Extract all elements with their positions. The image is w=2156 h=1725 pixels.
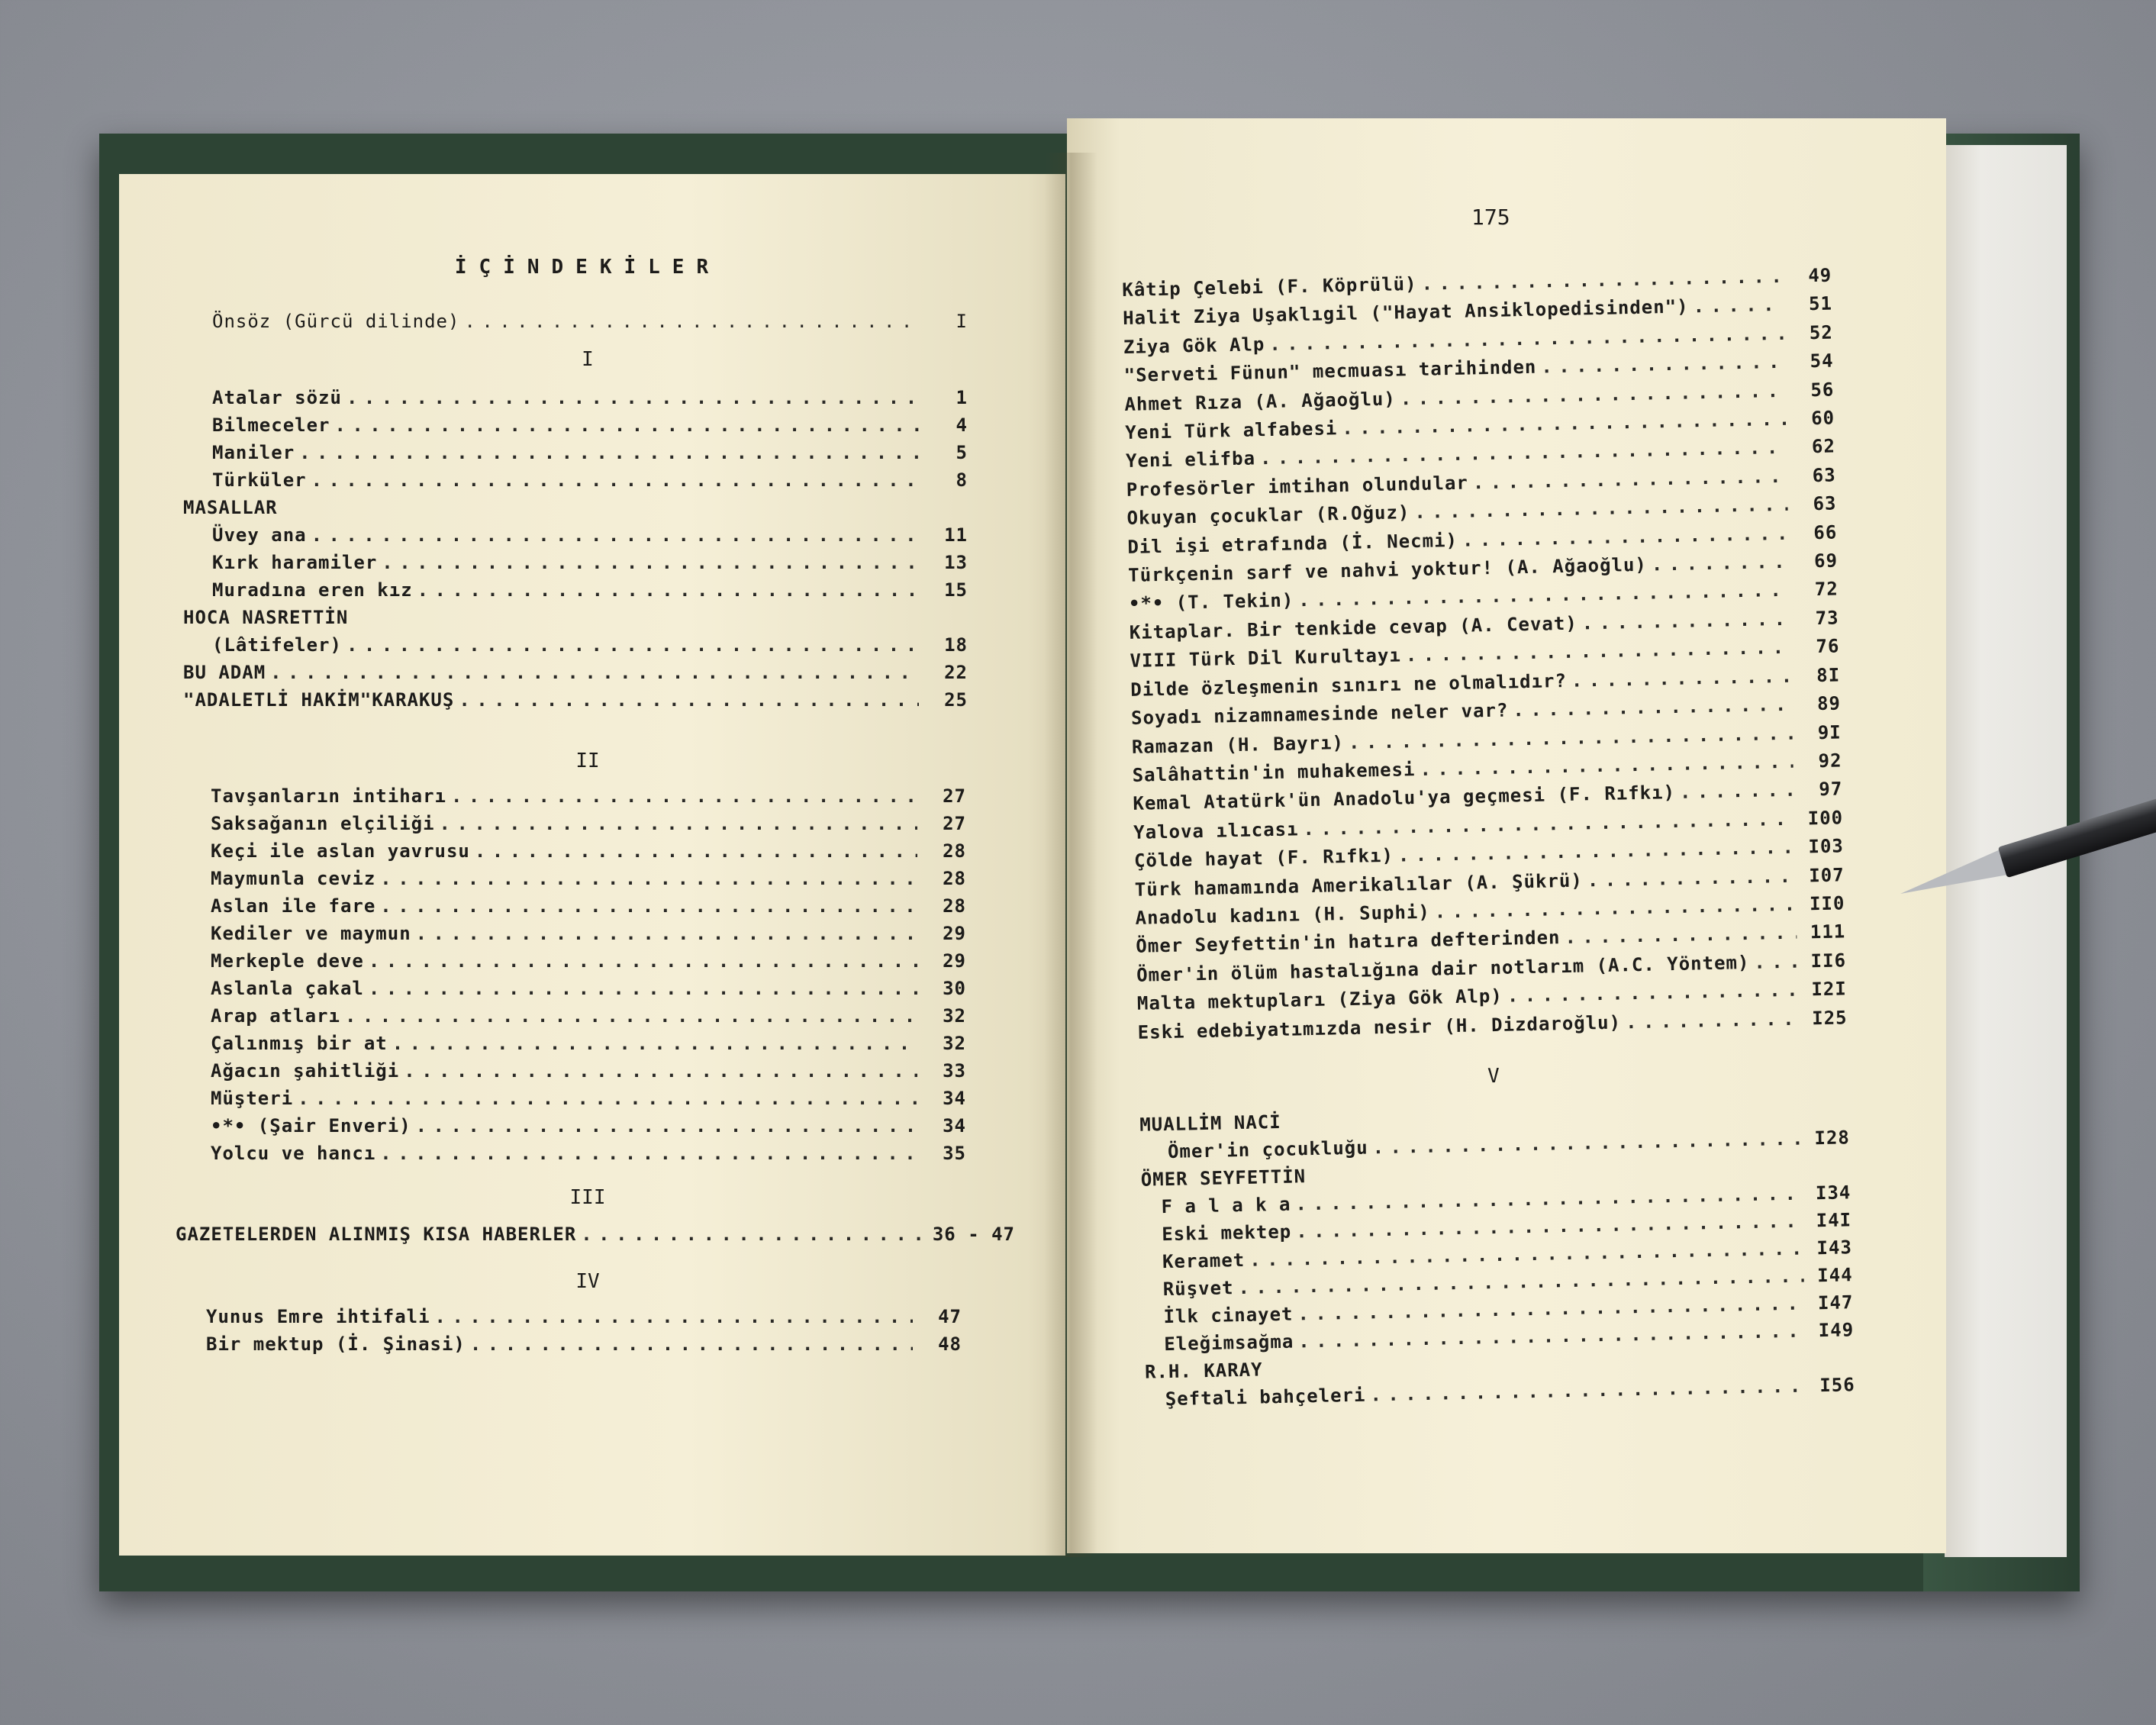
dot-leader [1581, 605, 1790, 638]
entry-page: I43 [1816, 1237, 1853, 1259]
dot-leader [435, 1303, 913, 1330]
entry-text: Kâtip Çelebi (F. Köprülü) [1122, 272, 1417, 301]
toc-entry [206, 1303, 962, 1330]
entry-page: 51 [1808, 292, 1833, 315]
entry-text: Halit Ziya Uşaklıgil ("Hayat Ansiklopedisinden") [1122, 295, 1689, 330]
entry-page: 73 [1815, 607, 1839, 629]
dot-leader [380, 1140, 917, 1167]
entry-text: İlk cinayet [1163, 1303, 1294, 1328]
entry-text: Yunus Emre ihtifali [206, 1306, 430, 1327]
entry-page: I25 [1811, 1006, 1848, 1029]
entry-page: 63 [1813, 492, 1837, 515]
entry-text: Türk hamamında Amerikalılar (A. Şükrü) [1134, 869, 1584, 901]
entry-page: 36 - 47 [932, 1224, 1015, 1245]
entry-page: 32 [943, 1033, 966, 1054]
dot-leader [464, 308, 919, 335]
dot-leader [475, 837, 917, 865]
entry-text: Yeni elifba [1125, 447, 1256, 472]
entry-text: Okuyan çocuklar (R.Oğuz) [1126, 501, 1410, 530]
toc-entry [212, 466, 968, 494]
entry-page: 52 [1809, 321, 1834, 343]
entry-page: I00 [1807, 807, 1844, 830]
entry-text: Arap atları [211, 1005, 340, 1027]
dot-leader [380, 892, 917, 920]
entry-page: 28 [943, 868, 966, 889]
entry-text: Anadolu kadını (H. Suphi) [1135, 901, 1431, 929]
left-toc [176, 256, 1015, 1358]
dot-leader [459, 686, 919, 714]
entry-text: F a l a k a [1161, 1193, 1291, 1218]
entry-page: 97 [1819, 778, 1843, 801]
entry-page: 9I [1817, 721, 1842, 743]
right-toc [1122, 262, 1855, 1414]
entry-page: 54 [1810, 350, 1834, 372]
dot-leader [345, 1002, 917, 1030]
toc-entry [211, 892, 966, 920]
entry-text: Ömer'in çocukluğu [1167, 1137, 1368, 1162]
entry-page: 111 [1810, 921, 1846, 943]
toc-entry-preface [183, 308, 968, 335]
dot-leader [270, 659, 919, 686]
entry-text: Ziya Gök Alp [1123, 333, 1265, 358]
dot-leader [1680, 776, 1794, 808]
toc-title: İÇİNDEKİLER [454, 256, 721, 279]
dot-leader [1754, 947, 1797, 977]
entry-page: 4 [956, 414, 968, 436]
entry-text: Ömer Seyfettin'in hatıra defterinden [1136, 927, 1561, 958]
toc-entry [212, 549, 968, 576]
entry-page: 92 [1818, 750, 1842, 772]
subheading-masallar [183, 494, 939, 521]
entry-text: Muradına eren kız [212, 579, 413, 601]
section-numeral-I: I [582, 348, 594, 371]
entry-text: Dil işi etrafında (İ. Necmi) [1127, 529, 1458, 558]
entry-page: 28 [943, 895, 966, 917]
entry-text: "ADALETLİ HAKİM"KARAKUŞ [183, 689, 455, 711]
entry-text: •*• (T. Tekin) [1128, 589, 1294, 615]
subheading-text: ÖMER SEYFETTİN [1140, 1166, 1307, 1191]
toc-entry [212, 411, 968, 439]
dot-leader [311, 466, 919, 494]
entry-page: 27 [943, 813, 966, 834]
omer-list [1141, 1178, 1854, 1358]
entry-page: 22 [944, 662, 968, 683]
entry-text: BU ADAM [183, 662, 266, 683]
entry-text: VIII Türk Dil Kurultayı [1130, 644, 1402, 672]
entry-text: Ramazan (H. Bayrı) [1131, 731, 1345, 758]
entry-page: 76 [1816, 635, 1840, 658]
dot-leader [311, 521, 919, 549]
entry-text: Ağacın şahitliği [211, 1060, 400, 1082]
dot-leader [1565, 919, 1797, 953]
entry-text: Aslan ile fare [211, 895, 376, 917]
entry-text: (Lâtifeler) [212, 634, 342, 656]
entry-page: I2I [1811, 978, 1848, 1001]
dot-leader [369, 947, 917, 975]
entry-page: 11 [944, 524, 968, 546]
entry-page: 13 [944, 552, 968, 573]
entry-page: I4I [1816, 1209, 1852, 1232]
entry-text: Soyadı nizamnamesinde neler var? [1130, 699, 1509, 729]
subheading-text: MUALLİM NACİ [1139, 1111, 1281, 1136]
entry-text: Profesörler imtihan olundular [1126, 472, 1469, 501]
entry-text: "Serveti Fünun" mecmuası tarihinden [1123, 356, 1537, 387]
entry-page: 8 [956, 469, 968, 491]
entry-text: Salâhattin'in muhakemesi [1132, 759, 1416, 786]
entry-page: 33 [943, 1060, 966, 1082]
entry-page: 1 [956, 387, 968, 408]
entry-text: Kediler ve maymun [211, 923, 411, 944]
toc-entry [211, 837, 966, 865]
dot-leader [369, 975, 917, 1002]
entry-text: Kırk haramiler [212, 552, 378, 573]
dot-leader [417, 576, 919, 604]
toc-entry-gazeteler [176, 1220, 1015, 1248]
subheading-text: MASALLAR [183, 497, 278, 518]
entry-page: I03 [1808, 835, 1845, 858]
masallar-list [183, 521, 968, 604]
dot-leader [1693, 291, 1784, 321]
entry-text: Ahmet Rıza (A. Ağaoğlu) [1124, 388, 1397, 415]
entry-text: Bir mektup (İ. Şinasi) [206, 1333, 466, 1355]
entry-page: I49 [1818, 1319, 1855, 1342]
dot-leader [416, 920, 917, 947]
entry-text: Merkeple deve [211, 950, 364, 972]
subheading-text: HOCA NASRETTİN [183, 607, 349, 628]
section-numeral-IV: IV [575, 1270, 600, 1293]
entry-page: 35 [943, 1143, 966, 1164]
entry-page: I47 [1817, 1291, 1854, 1314]
dot-leader [392, 1030, 917, 1057]
dot-leader [470, 1330, 913, 1358]
entry-text: Saksağanın elçiliği [211, 813, 435, 834]
subheading-text: R.H. KARAY [1144, 1359, 1263, 1383]
entry-page: 27 [943, 785, 966, 807]
entry-page: I44 [1816, 1264, 1853, 1287]
entry-page: 15 [944, 579, 968, 601]
entry-text: Çalınmış bir at [211, 1033, 388, 1054]
toc-entry [211, 1002, 966, 1030]
dot-leader [404, 1057, 917, 1085]
toc-entry [211, 1140, 966, 1167]
toc-entry-adaletli [183, 686, 968, 714]
entry-text: Bilmeceler [212, 414, 330, 436]
entry-text: Yolcu ve hancı [211, 1143, 376, 1164]
dot-leader [581, 1220, 927, 1248]
entry-page: I34 [1815, 1182, 1851, 1204]
entry-page: 30 [943, 978, 966, 999]
page-number: 175 [1471, 205, 1510, 230]
entry-page: 25 [944, 689, 968, 711]
toc-entry [211, 1085, 966, 1112]
dot-leader [1587, 862, 1796, 895]
entry-page: 32 [943, 1005, 966, 1027]
entry-text: •*• (Şair Enveri) [211, 1115, 411, 1137]
subheading-hoca [183, 604, 939, 631]
entry-page: 89 [1816, 692, 1842, 715]
hoca-list [183, 631, 968, 659]
toc-entry [211, 975, 966, 1002]
entry-page: 56 [1810, 379, 1835, 401]
toc-entry [211, 947, 966, 975]
entry-page: I56 [1819, 1374, 1855, 1397]
entry-text: Aslanla çakal [211, 978, 364, 999]
book-spine [1044, 153, 1097, 1557]
dot-leader [298, 1085, 917, 1112]
entry-page: 72 [1814, 578, 1839, 601]
dot-leader [346, 631, 919, 659]
entry-text: Eski mektep [1162, 1220, 1292, 1246]
dot-leader [346, 384, 919, 411]
entry-page: 18 [944, 634, 968, 656]
toc-entry [211, 1112, 966, 1140]
entry-page: 34 [943, 1115, 966, 1137]
entry-text: Malta mektupları (Ziya Gök Alp) [1136, 985, 1503, 1014]
entry-page: II6 [1810, 950, 1847, 972]
entry-text: Dilde özleşmenin sınırı ne olmalıdır? [1130, 669, 1568, 701]
toc-entry [212, 521, 968, 549]
entry-page: II0 [1809, 892, 1845, 915]
toc-entry [211, 810, 966, 837]
entry-text: Maniler [212, 442, 295, 463]
entry-text: Atalar sözü [212, 387, 342, 408]
section-IV-list [183, 1303, 962, 1358]
entry-page: 62 [1811, 435, 1836, 458]
entry-text: Türküler [212, 469, 307, 491]
section-numeral-III: III [569, 1186, 606, 1209]
entry-text: Ömer'in ölüm hastalığına dair notlarım (A.C. Yöntem) [1136, 951, 1750, 986]
dot-leader [299, 439, 919, 466]
toc-entry [206, 1330, 962, 1358]
entry-text: Keçi ile aslan yavrusu [211, 840, 470, 862]
toc-entry [211, 1057, 966, 1085]
dot-leader [380, 865, 917, 892]
entry-page: 66 [1813, 521, 1838, 543]
entry-page: 8I [1816, 664, 1841, 686]
dot-leader [335, 411, 920, 439]
dot-leader [1651, 548, 1789, 579]
entry-text: Şeftali bahçeleri [1165, 1384, 1366, 1411]
entry-page: 69 [1813, 550, 1839, 572]
entry-page: I [956, 311, 968, 332]
section-II-list [183, 782, 966, 1167]
entry-text: Rüşvet [1162, 1277, 1234, 1301]
toc-entry [211, 782, 966, 810]
entry-page: 29 [943, 923, 966, 944]
entry-text: Önsöz (Gürcü dilinde) [212, 311, 460, 332]
entry-page: 60 [1810, 407, 1835, 430]
entry-page: 49 [1807, 264, 1832, 287]
dot-leader [1571, 662, 1791, 695]
section-numeral-V: V [1487, 1064, 1500, 1088]
entry-page: 34 [943, 1088, 966, 1109]
entry-page: 5 [956, 442, 968, 463]
right-toc-list [1122, 262, 1848, 1047]
dot-leader [440, 810, 917, 837]
entry-text: GAZETELERDEN ALINMIŞ KISA HABERLER [176, 1224, 577, 1245]
dot-leader [1626, 1004, 1799, 1037]
dot-leader [416, 1112, 917, 1140]
entry-page: 28 [943, 840, 966, 862]
toc-entry-bu-adam [183, 659, 968, 686]
entry-page: 47 [938, 1306, 962, 1327]
section-numeral-II: II [575, 750, 600, 772]
entry-text: Keramet [1162, 1249, 1246, 1273]
entry-text: Yalova ılıcası [1133, 818, 1299, 843]
dot-leader [451, 782, 917, 810]
entry-text: Tavşanların intiharı [211, 785, 446, 807]
entry-page: 29 [943, 950, 966, 972]
entry-text: Kitaplar. Bir tenkide cevap (A. Cevat) [1129, 612, 1578, 643]
entry-page: I07 [1808, 863, 1845, 886]
toc-entry [212, 631, 968, 659]
entry-text: Yeni Türk alfabesi [1125, 418, 1338, 443]
toc-entry [211, 920, 966, 947]
entry-text: Müşteri [211, 1088, 294, 1109]
entry-text: Türkçenin sarf ve nahvi yoktur! (A. Ağaoğlu) [1127, 553, 1648, 586]
entry-text: Eleğimsağma [1164, 1330, 1294, 1356]
entry-text: Üvey ana [212, 524, 307, 546]
toc-entry [212, 384, 968, 411]
toc-entry [211, 865, 966, 892]
toc-entry [212, 439, 968, 466]
toc-entry [212, 576, 968, 604]
entry-text: Eski edebiyatımızda nesir (H. Dizdaroğlu) [1137, 1011, 1622, 1043]
entry-text: Çölde hayat (F. Rıfkı) [1133, 844, 1394, 872]
entry-page: 63 [1812, 464, 1836, 486]
toc-entry [211, 1030, 966, 1057]
entry-page: 48 [938, 1333, 962, 1355]
entry-text: Kemal Atatürk'ün Anadolu'ya geçmesi (F. Rıfkı) [1133, 782, 1676, 815]
entry-text: Maymunla ceviz [211, 868, 376, 889]
entry-page: I28 [1814, 1127, 1851, 1149]
section-I-list [183, 384, 968, 494]
dot-leader [382, 549, 919, 576]
